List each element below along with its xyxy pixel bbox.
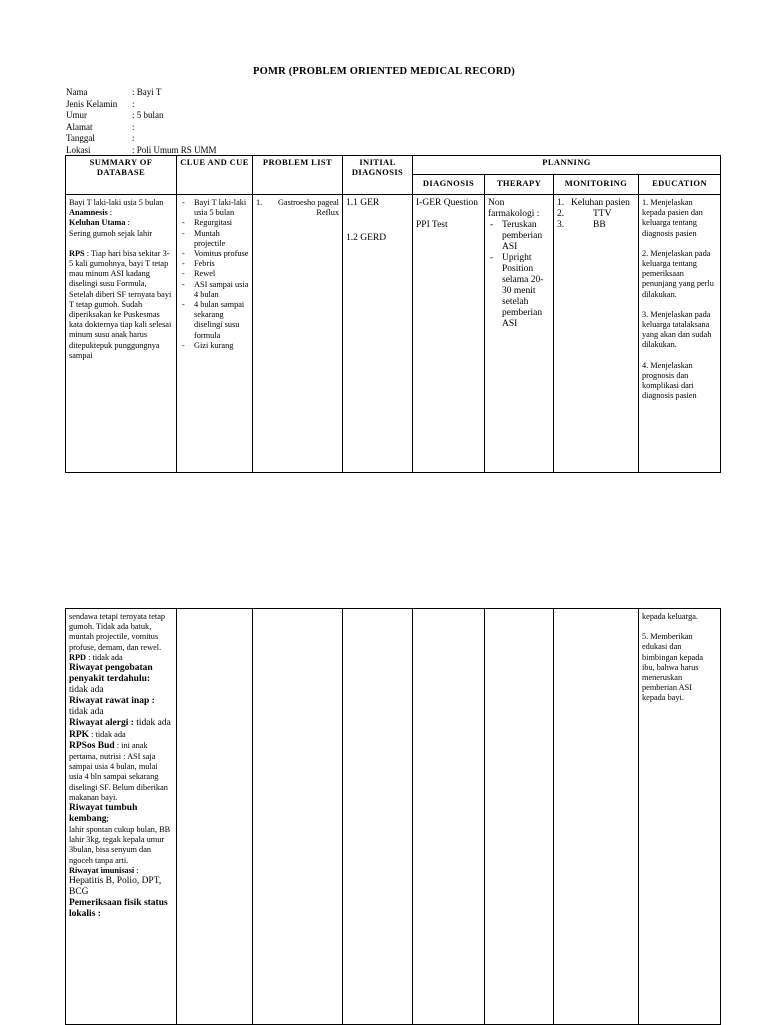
education-item: 1. Menjelaskan kepada pasien dan keluarga tentang diagnosis pasien (642, 198, 703, 238)
riwayat-tumbuh-kembang-label: Riwayat tumbuh kembang (69, 803, 138, 825)
cell-monitoring-continued (554, 609, 639, 1025)
summary-intro: Bayi T laki-laki usia 5 bulan (69, 198, 164, 207)
patient-identity (66, 87, 217, 157)
patient-row-tanggal (66, 133, 217, 145)
cell-problem-list (253, 195, 343, 473)
anamnesis-label: Anamnesis (69, 208, 108, 218)
cell-initial-diagnosis (343, 195, 413, 473)
education-item: kepada keluarga. (642, 612, 699, 621)
patient-label: Umur (66, 110, 87, 121)
patient-value: : (132, 98, 135, 109)
cell-clue-cue (177, 195, 253, 473)
riwayat-pengobatan-text: tidak ada (69, 685, 104, 696)
header-education: EDUCATION (639, 175, 721, 195)
riwayat-alergi-text: tidak ada (133, 718, 171, 729)
patient-label: Lokasi (66, 144, 91, 155)
rpsos-text: : ini anak pertama, nutrisi : ASI saja sampai usia 4 bulan, mulai usia 4 bln sampai sekarang diselingi SF. Belum diberikan makanan bayi. (69, 741, 168, 802)
rps-label: RPS (69, 248, 85, 258)
riwayat-pengobatan-label: Riwayat pengobatan penyakit terdahulu: (69, 663, 153, 685)
education-item: 2. Menjelaskan pada keluarga tentang pemeriksaan penunjang yang perlu dilakukan. (642, 248, 714, 299)
monitoring-number: 3. (557, 220, 565, 230)
header-diagnosis: DIAGNOSIS (413, 175, 485, 195)
clue-item: - ASI sampai usia 4 bulan (180, 280, 249, 300)
patient-value: : (132, 133, 135, 144)
monitoring-text: BB (593, 220, 606, 230)
patient-row-alamat (66, 122, 217, 134)
patient-value: : Poli Umum RS UMM (132, 144, 217, 155)
therapy-item: - Teruskan pemberian ASI (488, 220, 550, 253)
problem-number: 1. (256, 198, 263, 207)
patient-row-umur (66, 110, 217, 122)
riwayat-rawat-inap-text: tidak ada (69, 707, 104, 718)
monitoring-number: 1. (557, 198, 565, 208)
patient-value: : Bayi T (132, 87, 162, 97)
cell-clue-cue-continued (177, 609, 253, 1025)
monitoring-text: Keluhan pasien (571, 198, 630, 208)
pomr-table-page2 (65, 608, 721, 1025)
riwayat-tumbuh-kembang-text: lahir spontan cukup bulan, BB lahir 3kg, tegak kepala umur 3bulan, bisa senyum dan ngoceh tanpa arti. (69, 825, 171, 865)
education-item: 5. Memberikan edukasi dan bimbingan kepada ibu, bahwa harus meneruskan pemberian ASI kepada bayi. (642, 632, 704, 703)
initial-diagnosis-item: 1.2 GERD (346, 233, 387, 243)
rpsos-label: RPSos Bud (69, 741, 115, 752)
header-initial-diagnosis: INITIAL DIAGNOSIS (343, 156, 413, 195)
patient-value: : (132, 121, 135, 132)
header-problem-list: PROBLEM LIST (253, 156, 343, 195)
cell-monitoring (554, 195, 639, 473)
rpd-label: RPD (69, 652, 87, 662)
clue-item: - Gizi kurang (180, 341, 249, 351)
riwayat-imunisasi-label: Riwayat imunisasi (69, 865, 135, 875)
diagnosis-item: PPI Test (416, 220, 448, 230)
education-item: 4. Menjelaskan prognosis dan komplikasi dari diagnosis pasien (642, 360, 697, 401)
patient-value: : 5 bulan (132, 110, 164, 121)
pemeriksaan-fisik-label: Pemeriksaan fisik status lokalis : (69, 898, 168, 920)
clue-item: - Muntah projectile (180, 229, 249, 249)
cell-problem-list-continued (253, 609, 343, 1025)
rpk-label: RPK (69, 730, 90, 741)
anamnesis-colon: : (107, 208, 113, 218)
imunisasi-colon: : (134, 865, 139, 875)
cell-diagnosis (413, 195, 485, 473)
riwayat-alergi-label: Riwayat alergi : (69, 718, 134, 729)
riwayat-rawat-inap-label: Riwayat rawat inap : (69, 696, 155, 707)
rpd-text: : tidak ada (86, 652, 123, 662)
patient-label: Jenis Kelamin (66, 98, 118, 109)
rpk-text: : tidak ada (89, 730, 126, 740)
cell-summary-continued (66, 609, 177, 1025)
diagnosis-item: I-GER Question (416, 198, 479, 208)
patient-row-jenis-kelamin (66, 99, 217, 111)
clue-item: - 4 bulan sampai sekarang diselingi susu formula (180, 300, 249, 341)
pomr-table-page1 (65, 155, 721, 473)
patient-label: Tanggal (66, 133, 95, 144)
clue-item: - Rewel (180, 269, 249, 279)
rps-text: : Tiap hari bisa sekitar 3-5 kali gumohnya, bayi T tetap mau minum ASI kadang diselingi susu Formula, Setelah diberi SF ternyata bayi T tetap gumoh. Sudah diperiksakan ke Puskesmas kata dokternya tiap kali selesai minum susu anak harus ditepuktepuk punggungnya sampai (69, 248, 172, 360)
header-monitoring: MONITORING (554, 175, 639, 195)
initial-diagnosis-item: 1.1 GER (346, 198, 380, 208)
problem-text: Gastroesho pageal Reflux (277, 198, 339, 218)
keluhan-utama-text: Sering gumoh sejak lahir (69, 228, 153, 238)
cell-therapy (485, 195, 554, 473)
therapy-intro: Non farmakologi : (488, 198, 540, 219)
therapy-item: - Upright Position selama 20-30 menit setelah pemberian ASI (488, 253, 550, 330)
cell-therapy-continued (485, 609, 554, 1025)
cell-education-continued (639, 609, 721, 1025)
page-title: POMR (PROBLEM ORIENTED MEDICAL RECORD) (253, 66, 515, 77)
summary-continued-text: sendawa tetapi ternyata tetap gumoh. Tidak ada batuk, muntah projectile, vomitus profuse, demam, dan rewel. (69, 612, 166, 652)
clue-item: - Regurgitasi (180, 218, 249, 228)
header-therapy: THERAPY (485, 175, 554, 195)
riwayat-imunisasi-text: Hepatitis B, Polio, DPT, BCG (69, 876, 162, 898)
patient-label: Alamat (66, 121, 93, 132)
monitoring-item (557, 198, 635, 209)
cell-education (639, 195, 721, 473)
monitoring-item (557, 220, 635, 231)
cell-initial-diagnosis-continued (343, 609, 413, 1025)
cell-diagnosis-continued (413, 609, 485, 1025)
header-planning: PLANNING (413, 156, 721, 175)
cell-summary (66, 195, 177, 473)
clue-item: - Febris (180, 259, 249, 269)
clue-item: - Vomitus profuse (180, 249, 249, 259)
patient-label: Nama (66, 87, 88, 97)
monitoring-text: TTV (593, 209, 612, 219)
patient-row-nama (66, 87, 217, 99)
header-clue-cue: CLUE AND CUE (177, 156, 253, 195)
clue-item: - Bayi T laki-laki usia 5 bulan (180, 198, 249, 218)
keluhan-colon: : (125, 218, 130, 228)
monitoring-number: 2. (557, 209, 565, 219)
keluhan-utama-label: Keluhan Utama (69, 218, 126, 228)
header-summary: SUMMARY OF DATABASE (66, 156, 177, 195)
education-item: 3. Menjelaskan pada keluarga tatalaksana yang akan dan sudah dilakukan. (642, 309, 712, 350)
tumbuh-colon: ; (106, 814, 109, 824)
monitoring-item (557, 209, 635, 220)
